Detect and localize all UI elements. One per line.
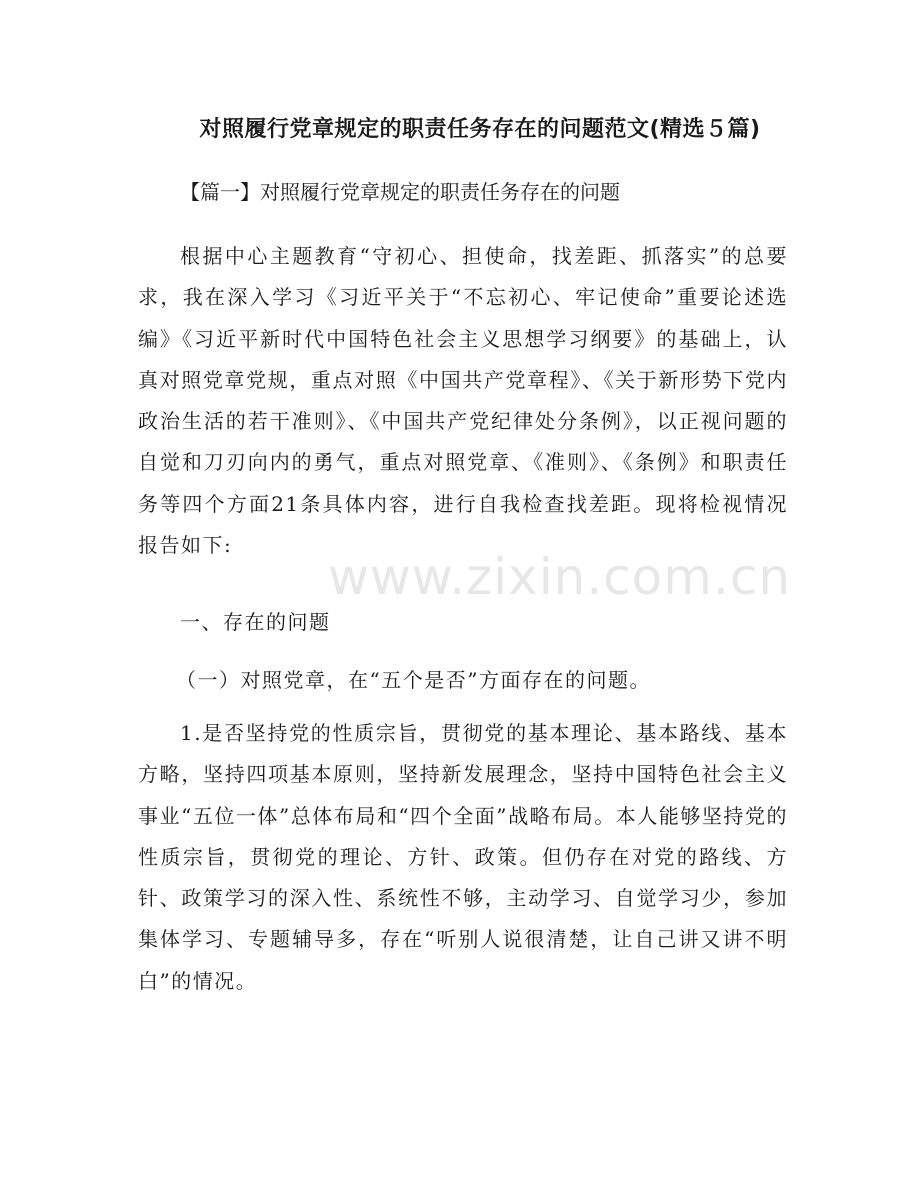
heading-problems: 一、存在的问题 — [180, 610, 331, 634]
document-title: 对照履行党章规定的职责任务存在的问题范文(精选５篇) — [199, 117, 761, 142]
section-heading: 【篇一】对照履行党章规定的职责任务存在的问题 — [180, 180, 620, 204]
intro-paragraph: 根据中心主题教育“守初心、担使命，找差距、抓落实”的总要求，我在深入学习《习近平关于“不忘初心、牢记使命”重要论述选编》《习近平新时代中国特色社会主义思想学习纲要》的基础上，认真对照党章党规，重点对照《中国共产党章程》、《关于新形势下党内政治生活的若干准则》、《中国共产党纪律处分条例》，以正视问题的自觉和刀刃向内的勇气，重点对照党章、《准则》、《条例》和职责任务等四个方面21条具体内容，进行自我检查找差距。现将检视情况报告如下: — [138, 244, 788, 558]
paragraph-item-1: 1.是否坚持党的性质宗旨，贯彻党的基本理论、基本路线、基本方略，坚持四项基本原则，坚持新发展理念，坚持中国特色社会主义事业“五位一体”总体布局和“四个全面”战略布局。本人能够坚持党的性质宗旨，贯彻党的理论、方针、政策。但仍存在对党的路线、方针、政策学习的深入性、系统性不够，主动学习、自觉学习少，参加集体学习、专题辅导多，存在“听别人说很清楚，让自己讲又讲不明白”的情况。 — [138, 721, 788, 993]
subheading-party-constitution: （一）对照党章，在“五个是否”方面存在的问题。 — [176, 668, 651, 692]
watermark: www.zixin.com.cn — [328, 548, 792, 606]
